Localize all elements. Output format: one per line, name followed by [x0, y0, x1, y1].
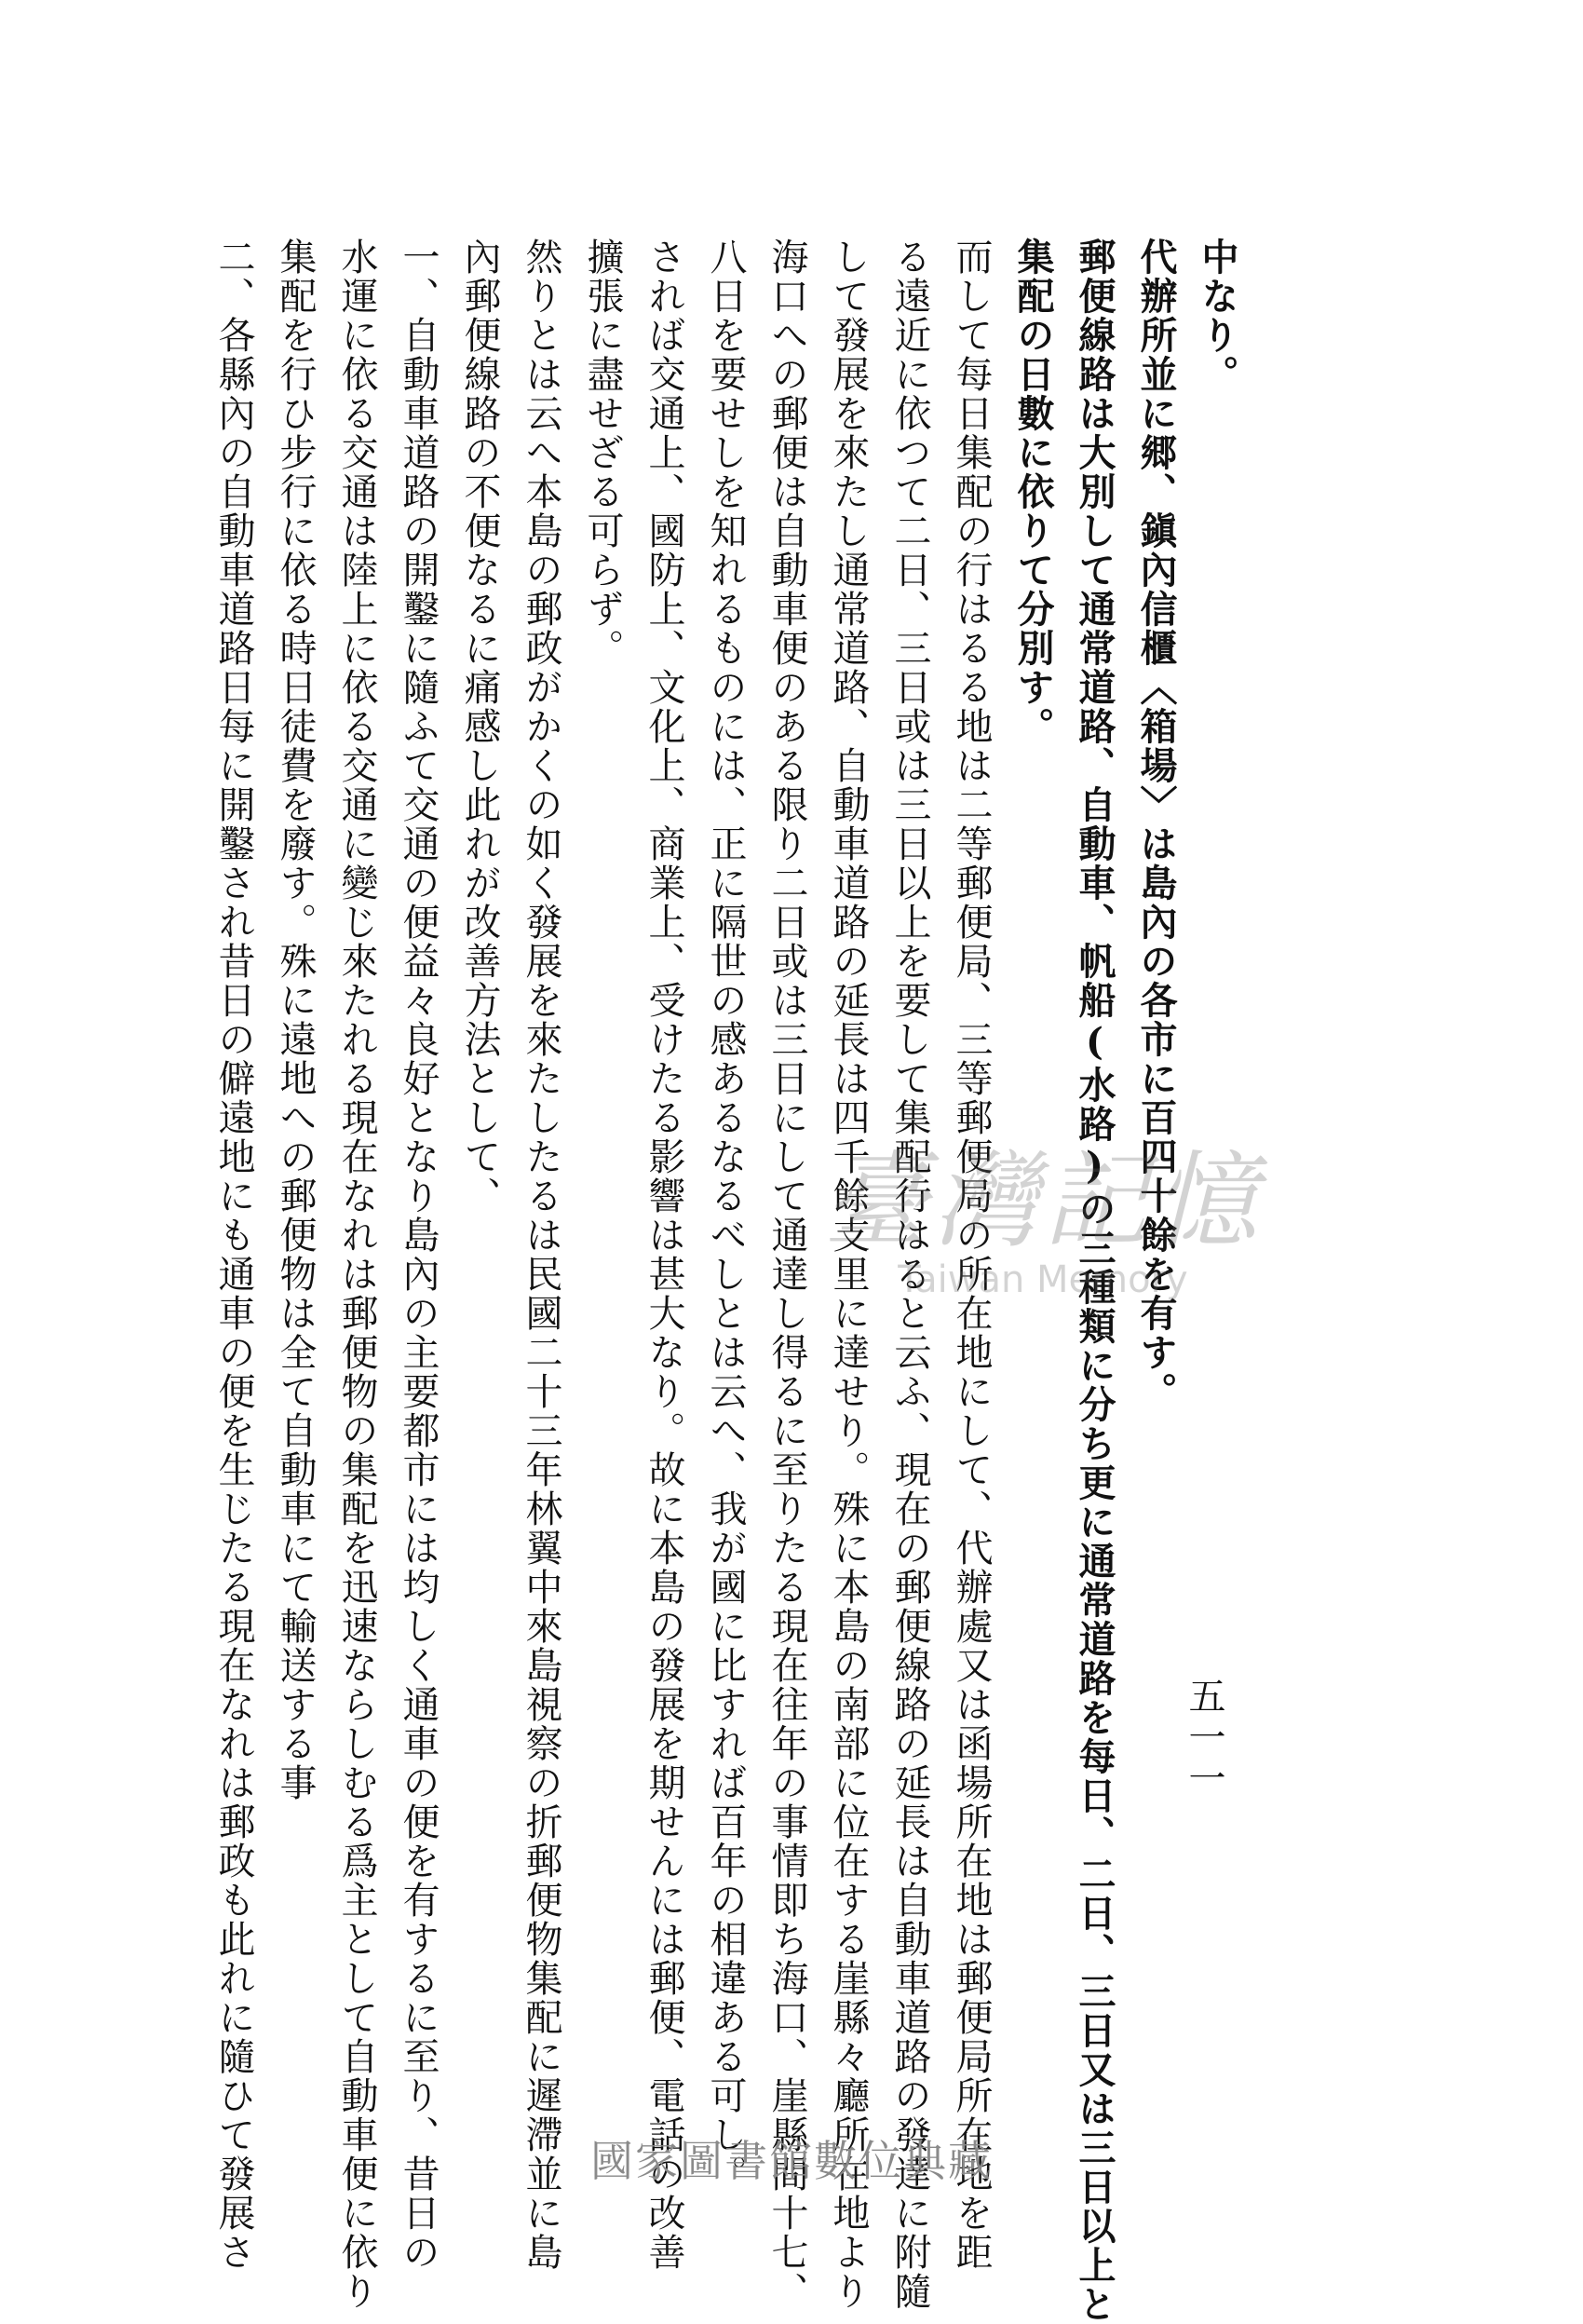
text-column: 集配を行ひ步行に依る時日徒費を廢す。殊に遠地への郵便物は全て自動車にて輸送する事	[274, 238, 317, 1802]
text-column: 水運に依る交通は陸上に依る交通に變じ來たれる現在なれは郵便物の集配を迅速ならしむる爲主として自動車便に依り	[335, 238, 378, 2311]
text-column: 海口への郵便は自動車便のある限り二日或は三日にして通達し得るに至りたる現在往年の事情即ち海口、崖縣間十七、	[765, 238, 808, 2311]
text-column: る遠近に依つて二日、三日或は三日以上を要して集配行はると云ふ、現在の郵便線路の延長は自動車道路の發達に附隨	[888, 238, 931, 2311]
text-column: 內郵便線路の不便なるに痛感し此れが改善方法として、	[458, 238, 501, 1216]
page-number: 五一一	[1183, 1677, 1225, 1800]
text-column: 中なり。	[1196, 238, 1239, 394]
watermark-subtitle: Taiwan Memory	[898, 1258, 1188, 1301]
text-column: 二、各縣內の自動車道路日每に開鑿され昔日の僻遠地にも通車の便を生じたる現在なれは郵政も此れに隨ひて發展さ	[212, 238, 255, 2272]
text-column: 代辦所並に郷、鎭內信櫃〈箱場〉は島內の各市に百四十餘を有す。	[1134, 238, 1178, 1411]
text-column: 八日を要せしを知れるものには、正に隔世の感あるなるべしとは云へ、我が國に比すれば百年の相違ある可し。	[704, 238, 747, 2194]
watermark-logo-text: 臺灣記憶	[823, 1141, 1263, 1262]
text-column: 郵便線路は大別して通常道路、自動車、帆船(水路)の三種類に分ち更に通常道路を每日、二日、三日又は三日以上と	[1073, 238, 1116, 2324]
text-column: 集配の日數に依りて分別す。	[1011, 238, 1055, 746]
text-column: して發展を來たし通常道路、自動車道路の延長は四千餘支里に達せり。殊に本島の南部に位在する崖縣々廳所在地より	[827, 238, 870, 2311]
text-column: 一、自動車道路の開鑿に隨ふて交通の便益々良好となり島內の主要都市には均しく通車の便を有するに至り、昔日の	[397, 238, 440, 2272]
text-column: 然りとは云へ本島の郵政がかくの如く發展を來たしたるは民國二十三年林翼中來島視察の折郵便物集配に遲滯並に島	[520, 238, 562, 2272]
text-column: されば交通上、國防上、文化上、商業上、受けたる影響は甚大なり。故に本島の發展を期せんには郵便、電話の改善	[643, 238, 685, 2272]
footer-credit: 國家圖書館數位典藏	[590, 2136, 993, 2186]
text-column: 而して每日集配の行はるる地は二等郵便局、三等郵便局の所在地にして、代辦處又は函場所在地は郵便局所在地を距	[950, 238, 993, 2272]
text-column: 擴張に盡せざる可らず。	[581, 238, 624, 668]
